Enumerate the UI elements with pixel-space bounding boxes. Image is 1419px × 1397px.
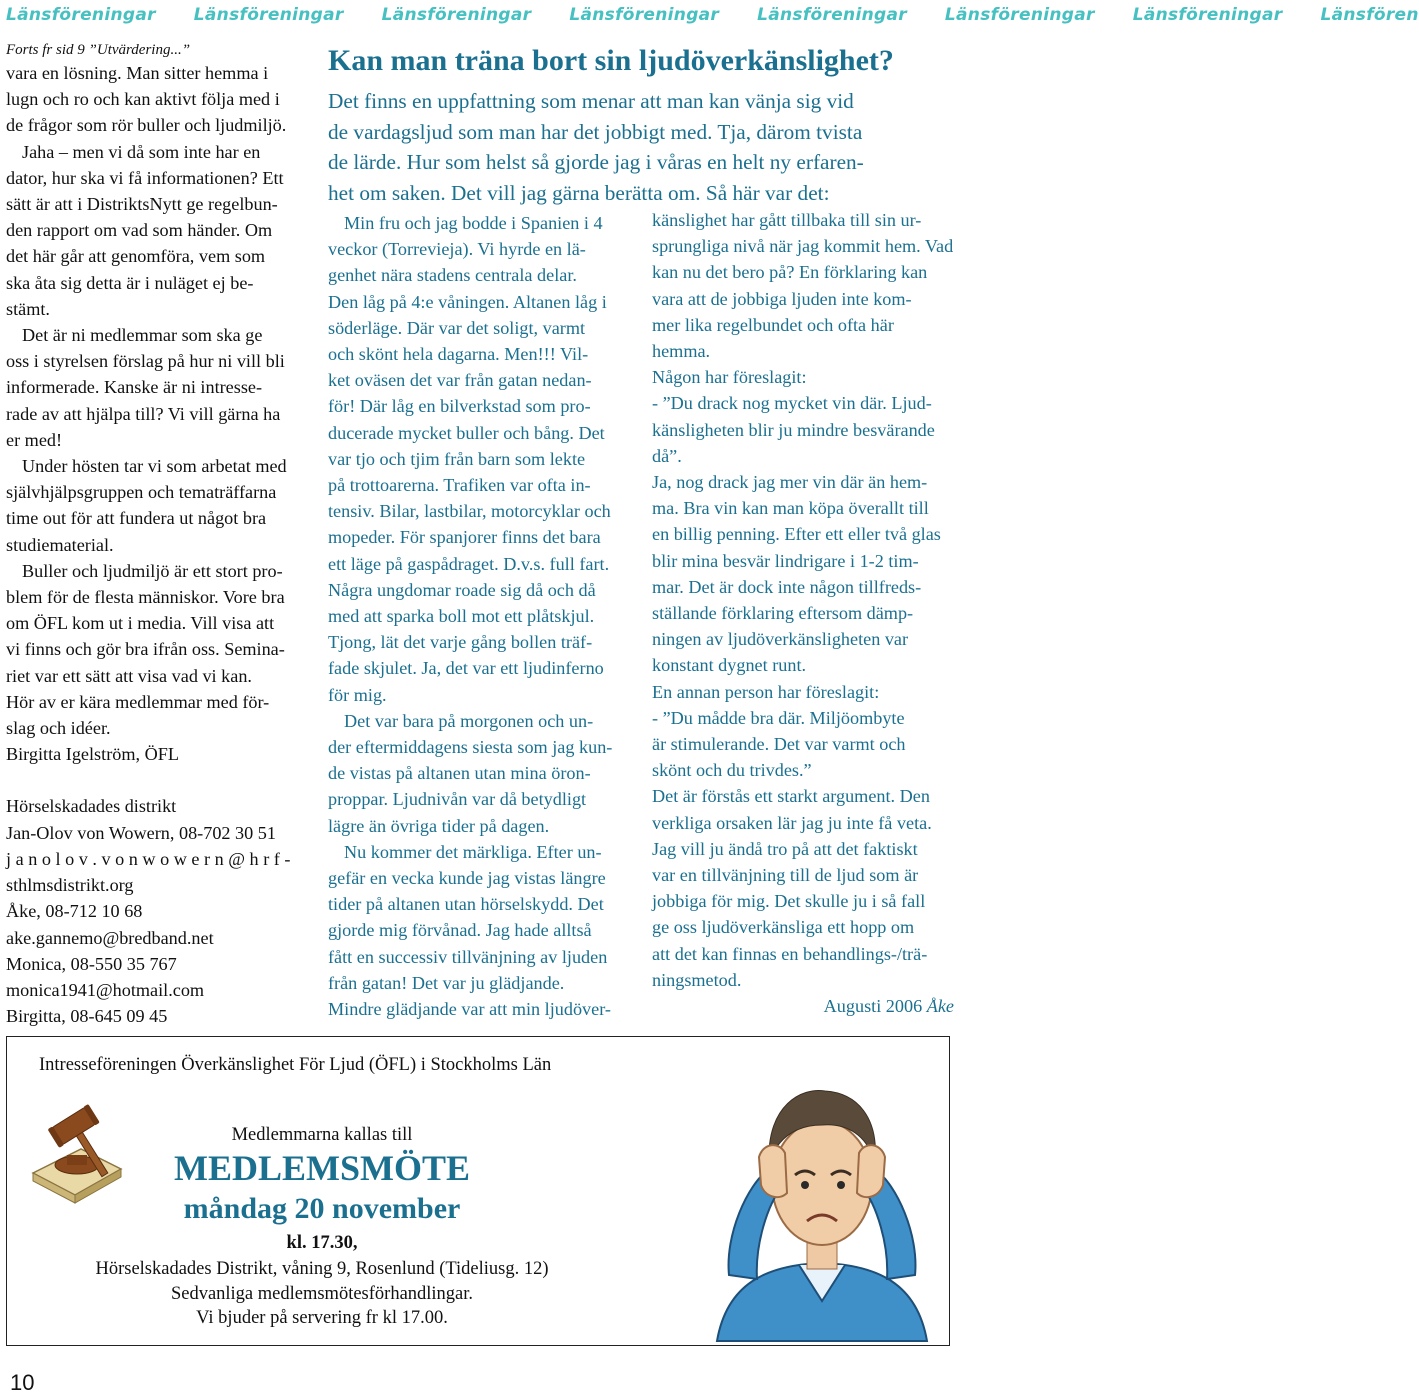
text-line: sätt är att i DistriktsNytt ge regelbun- xyxy=(6,194,278,215)
contact-list xyxy=(6,793,304,1029)
paragraph xyxy=(328,708,628,839)
text-line: Nu kommer det märkliga. Efter un- xyxy=(344,841,602,862)
paragraph xyxy=(6,558,304,741)
text-line: vara att de jobbiga ljuden inte kom- xyxy=(652,288,912,309)
text-line: en billig penning. Efter ett eller två glas xyxy=(652,524,941,545)
article-signature xyxy=(652,993,954,1019)
text-line: ställande förklaring eftersom dämp- xyxy=(652,603,914,624)
text-line: var tjo och tjim från barn som lekte xyxy=(328,448,586,469)
text-line: då”. xyxy=(652,445,682,466)
text-line: ma. Bra vin kan man köpa överallt till xyxy=(652,498,929,519)
text-line: för mig. xyxy=(328,684,387,705)
text-line: på trottoarerna. Trafiken var ofta in- xyxy=(328,475,591,496)
text-line: Hör av er kära medlemmar med för- xyxy=(6,691,270,712)
text-line: hemma. xyxy=(652,341,711,362)
text-line: het om saken. Det vill jag gärna berätta om. Så här var det: xyxy=(328,180,830,205)
text-line: fått en successiv tillvänjning av ljuden xyxy=(328,946,608,967)
text-line: med att sparka boll mot ett plåtskjul. xyxy=(328,606,595,627)
text-line: vara en lösning. Man sitter hemma i xyxy=(6,63,269,83)
text-line: En annan person har föreslagit: xyxy=(652,681,880,702)
text-line: fade skjulet. Ja, det var ett ljudinferno xyxy=(328,658,604,679)
text-line: Det finns en uppfattning som menar att man kan vänja sig vid xyxy=(328,89,854,113)
banner-word: Länsföreningar xyxy=(1132,5,1283,25)
notice-title: MEDLEMSMÖTE xyxy=(173,1148,470,1188)
text-line: er med! xyxy=(6,429,63,450)
banner-word: Länsföreningar xyxy=(193,5,344,25)
text-line: rade av att hjälpa till? Vi vill gärna ha xyxy=(6,403,281,424)
text-line: ett läge på gaspådraget. D.v.s. full fart. xyxy=(328,553,610,574)
text-line: gjorde mig förvånad. Jag hade alltså xyxy=(328,920,592,941)
text-line: oss i styrelsen förslag på hur ni vill bli xyxy=(6,351,285,372)
paragraph xyxy=(652,364,954,469)
text-line: Birgitta, 08-645 09 45 xyxy=(6,1006,168,1027)
text-line: tider på altanen utan hörselskydd. Det xyxy=(328,894,604,915)
text-line: Hörselskadades distrikt xyxy=(6,796,177,817)
text-line: det här går att genomföra, vem som xyxy=(6,246,266,267)
banner-word: Länsföreningar xyxy=(569,5,720,25)
text-line: slag och idéer. xyxy=(6,718,111,739)
article-headline: Kan man träna bort sin ljudöverkänslighet? xyxy=(328,44,894,77)
text-line: från gatan! Det var ju glädjande. xyxy=(328,972,565,993)
text-line: lugn och ro och kan aktivt följa med i xyxy=(6,89,280,110)
signature-date: Augusti 2006 xyxy=(823,996,923,1017)
text-line: proppar. Ljudnivån var då betydligt xyxy=(328,789,587,810)
text-line: blem för de flesta människor. Vore bra xyxy=(6,587,285,608)
text-line: monica1941@hotmail.com xyxy=(6,979,205,1000)
text-line: jobbiga för mig. Det skulle ju i så fall xyxy=(652,891,926,912)
paragraph xyxy=(328,839,628,1022)
paragraph xyxy=(6,139,304,322)
text-line: skönt och du trivdes.” xyxy=(652,760,812,781)
text-line: söderläge. Där var det soligt, varmt xyxy=(328,317,586,338)
continued-from-note: Forts fr sid 9 ”Utvärdering...” xyxy=(6,42,191,58)
text-line: om ÖFL kom ut i media. Vill visa att xyxy=(6,613,275,634)
paragraph xyxy=(652,207,954,364)
text-line: mar. Det är dock inte någon tillfreds- xyxy=(652,576,922,597)
text-line: Mindre glädjande var att min ljudöver- xyxy=(328,999,611,1020)
paragraph xyxy=(652,679,954,784)
text-line: Någon har föreslagit: xyxy=(652,367,807,388)
text-line: lägre än övriga tider på dagen. xyxy=(328,815,550,836)
article-column-middle xyxy=(328,210,628,1022)
text-line: Jan-Olov von Wowern, 08-702 30 51 xyxy=(6,822,276,843)
paragraph xyxy=(6,453,304,558)
text-line: självhjälpsgruppen och tematräffarna xyxy=(6,482,277,503)
text-line: Några ungdomar roade sig då och då xyxy=(328,579,596,600)
text-line: ket oväsen det var från gatan nedan- xyxy=(328,370,592,391)
article-intro xyxy=(328,86,956,208)
text-line: Det är ni medlemmar som ska ge xyxy=(22,325,263,346)
text-line: känsligheten blir ju mindre besvärande xyxy=(652,419,935,440)
text-line: j a n o l o v . v o n w o w e r n @ h r f - xyxy=(6,848,291,869)
text-line: mopeder. För spanjorer finns det bara xyxy=(328,527,601,548)
notice-invite: Medlemmarna kallas till xyxy=(231,1125,413,1145)
text-line: tensiv. Bilar, lastbilar, motorcyklar och xyxy=(328,501,611,522)
notice-details xyxy=(7,1257,637,1331)
header-banner xyxy=(0,0,1419,30)
banner-word: Länsföreningar xyxy=(381,5,532,25)
page-number: 10 xyxy=(10,1370,35,1395)
text-line: ducerade mycket buller och bång. Det xyxy=(328,422,605,443)
paragraph xyxy=(6,60,304,139)
stressed-man-illustration xyxy=(707,1065,937,1341)
text-line: Vi bjuder på servering fr kl 17.00. xyxy=(196,1308,448,1328)
text-line: - ”Du mådde bra där. Miljöombyte xyxy=(652,707,905,728)
text-line: time out för att fundera ut något bra xyxy=(6,508,267,529)
article-column-right xyxy=(652,207,954,1019)
text-line: riet var ett sätt att visa vad vi kan. xyxy=(6,665,252,686)
text-line: vi finns och gör bra ifrån oss. Semina- xyxy=(6,639,285,660)
text-line: veckor (Torrevieja). Vi hyrde en lä- xyxy=(328,239,586,260)
text-line: dator, hur ska vi få informationen? Ett xyxy=(6,167,284,188)
text-line: sthlmsdistrikt.org xyxy=(6,875,134,896)
text-line: de frågor som rör buller och ljudmiljö. xyxy=(6,115,287,136)
text-line: och skönt hela dagarna. Men!!! Vil- xyxy=(328,344,589,365)
text-line: blir mina besvär lindrigare i 1-2 tim- xyxy=(652,550,919,571)
text-line: stämt. xyxy=(6,298,50,319)
paragraph xyxy=(6,322,304,453)
text-line: verkliga orsaken lär jag ju inte få veta. xyxy=(652,812,932,833)
text-line: sprungliga nivå när jag kommit hem. Vad xyxy=(652,236,954,257)
text-line: Åke, 08-712 10 68 xyxy=(6,901,143,922)
text-line: känslighet har gått tillbaka till sin ur- xyxy=(652,210,922,230)
banner-word: Länsföreningar xyxy=(944,5,1095,25)
text-line: att det kan finnas en behandlings-/trä- xyxy=(652,943,928,964)
notice-organization: Intresseföreningen Överkänslighet För Ljud (ÖFL) i Stockholms Län xyxy=(39,1055,552,1075)
banner-word: Länsfören xyxy=(1320,5,1419,25)
text-line: den rapport om vad som händer. Om xyxy=(6,220,273,241)
paragraph xyxy=(652,783,954,993)
signature: Birgitta Igelström, ÖFL xyxy=(6,744,179,765)
notice-time: kl. 17.30, xyxy=(286,1233,358,1253)
text-line: mer lika regelbundet och ofta här xyxy=(652,314,894,335)
notice-date: måndag 20 november xyxy=(183,1192,461,1225)
text-line: Under hösten tar vi som arbetat med xyxy=(22,456,287,477)
text-line: informerade. Kanske är ni intresse- xyxy=(6,377,263,398)
text-line: de lärde. Hur som helst så gjorde jag i våras en helt ny erfaren- xyxy=(328,150,864,174)
text-line: var en tillvänjning till de ljud som är xyxy=(652,865,919,886)
text-line: konstant dygnet runt. xyxy=(652,655,807,676)
meeting-notice xyxy=(6,1036,950,1346)
text-line: Hörselskadades Distrikt, våning 9, Rosenlund (Tideliusg. 12) xyxy=(95,1259,549,1279)
text-line: der eftermiddagens siesta som jag kun- xyxy=(328,737,613,758)
text-line: Jag vill ju ändå tro på att det faktiskt xyxy=(652,838,918,859)
left-column xyxy=(6,40,304,1029)
signature-name: Åke xyxy=(926,996,954,1017)
text-line: kan nu det bero på? En förklaring kan xyxy=(652,262,928,283)
text-line: är stimulerande. Det var varmt och xyxy=(652,734,906,755)
text-line: ska åta sig detta är i nuläget ej be- xyxy=(6,272,254,293)
text-line: Det är förstås ett starkt argument. Den xyxy=(652,786,930,807)
text-line: Den låg på 4:e våningen. Altanen låg i xyxy=(328,291,607,312)
paragraph xyxy=(652,469,954,679)
text-line: - ”Du drack nog mycket vin där. Ljud- xyxy=(652,393,932,414)
text-line: de vardagsljud som man har det jobbigt med. Tja, därom tvista xyxy=(328,119,863,144)
text-line: ningen av ljudöverkänsligheten var xyxy=(652,629,909,650)
banner-word: Länsföreningar xyxy=(757,5,907,25)
text-line: gefär en vecka kunde jag vistas längre xyxy=(328,868,606,889)
text-line: Monica, 08-550 35 767 xyxy=(6,953,177,974)
text-line: de vistas på altanen utan mina öron- xyxy=(328,763,591,784)
text-line: för! Där låg en bilverkstad som pro- xyxy=(328,396,591,417)
text-line: genhet nära stadens centrala delar. xyxy=(328,265,577,286)
text-line: Jaha – men vi då som inte har en xyxy=(22,141,261,162)
text-line: studiematerial. xyxy=(6,534,114,555)
text-line: Sedvanliga medlemsmötesförhandlingar. xyxy=(170,1283,474,1304)
text-line: Tjong, lät det varje gång bollen träf- xyxy=(328,632,593,653)
text-line: Min fru och jag bodde i Spanien i 4 xyxy=(344,213,603,233)
text-line: ningsmetod. xyxy=(652,969,742,990)
notice-body xyxy=(7,1123,637,1331)
text-line: Det var bara på morgonen och un- xyxy=(344,710,594,731)
text-line: Ja, nog drack jag mer vin där än hem- xyxy=(652,472,928,493)
text-line: Buller och ljudmiljö är ett stort pro- xyxy=(22,560,283,581)
banner-word: Länsföreningar xyxy=(6,5,156,25)
text-line: ge oss ljudöverkänsliga ett hopp om xyxy=(652,917,915,938)
paragraph xyxy=(328,210,628,708)
text-line: ake.gannemo@bredband.net xyxy=(6,927,214,948)
